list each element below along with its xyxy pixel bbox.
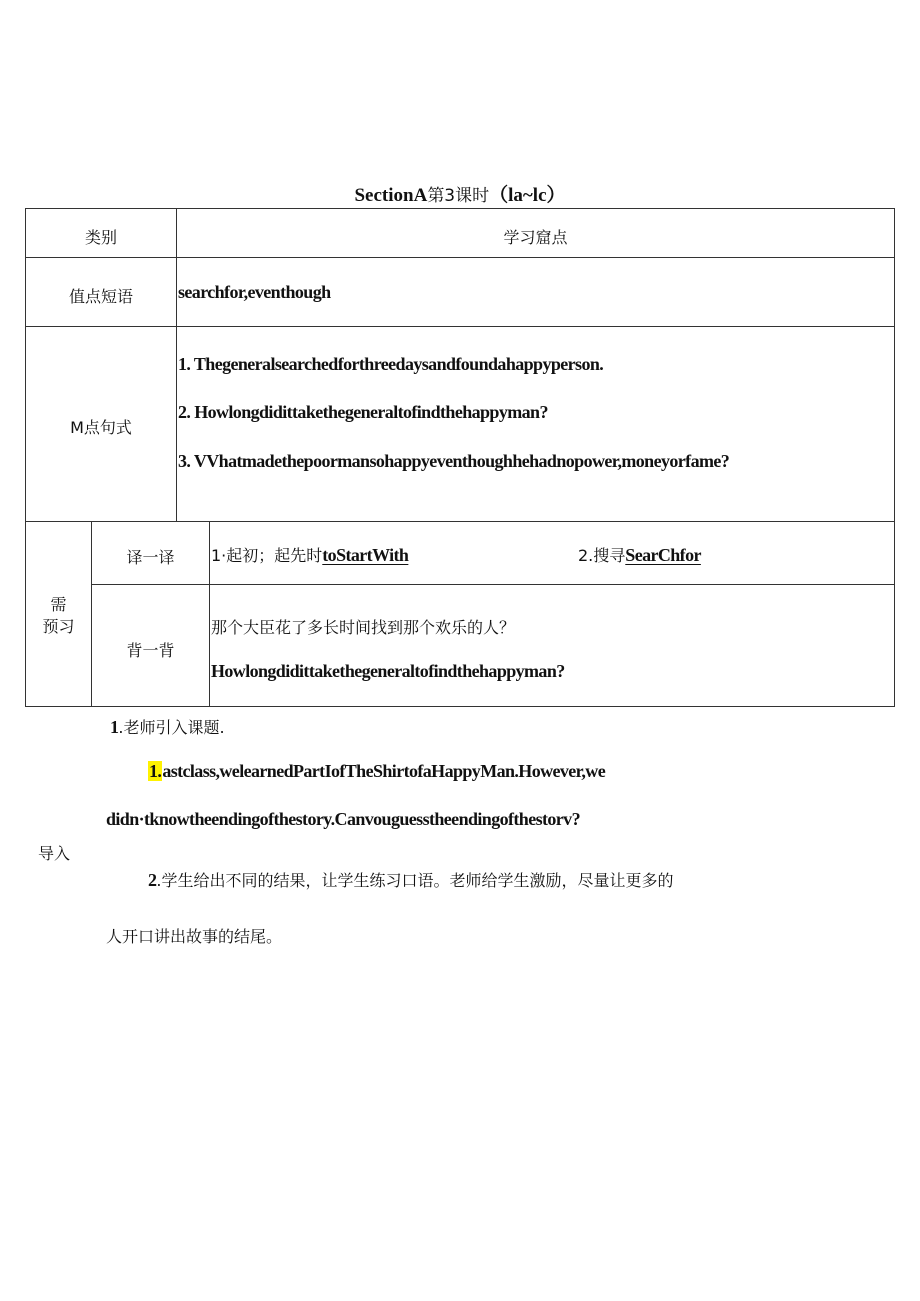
table-row-divider [25, 521, 895, 522]
table-col-divider [209, 521, 210, 706]
table-border-top [25, 208, 895, 209]
translate-item-2 [578, 543, 701, 566]
header-category: 类别 [84, 228, 117, 247]
translate-item-2-answer: SearChfor [625, 545, 701, 565]
page-title [0, 180, 920, 207]
intro-para-line-1-rest: astclass,welearnedPartIofTheShirtofaHappyMan.However,we [162, 761, 606, 781]
table-row-divider [25, 257, 895, 258]
title-cn: 第3课时 [427, 186, 490, 206]
preview-label [26, 594, 91, 638]
table-border-right [894, 208, 895, 707]
table-border-bottom [25, 706, 895, 707]
title-paren: （la~lc） [489, 185, 566, 206]
intro-label: 导入 [38, 844, 71, 863]
intro-step-1-num: 1 [110, 717, 119, 737]
preview-label-line2: 预习 [42, 617, 75, 636]
recite-label: 背一背 [126, 641, 175, 660]
highlighted-number: 1. [149, 761, 162, 781]
translate-label: 译一译 [126, 548, 175, 567]
table-row-divider [91, 584, 895, 585]
intro-step-2 [148, 868, 674, 891]
recite-en: Howlongdidittakethegeneraltofindthehappyman? [211, 661, 565, 681]
translate-item-2-prefix: 2.搜寻 [578, 546, 626, 565]
intro-para-line-2: didn·tknowtheendingofthestory.Canvouguesstheendingofthestorv? [106, 809, 580, 829]
translate-item-1 [211, 543, 408, 566]
sentence-item: 2. Howlongdidittakethegeneraltofindthehappyman? [178, 402, 548, 422]
translate-item-1-prefix: 1·起初；起先时 [211, 546, 323, 565]
sentence-item: 3. VVhatmadethepoormansohappyeventhoughhehadnopower,moneyorfame? [178, 451, 730, 471]
sentences-label: M点句式 [70, 418, 132, 437]
intro-step-2-cont: 人开口讲出故事的结尾。 [106, 927, 283, 946]
intro-step-1 [110, 715, 225, 738]
intro-step-2-num: 2 [148, 870, 157, 890]
phrases-content: searchfor,eventhough [178, 282, 331, 302]
intro-step-2-text: .学生给出不同的结果，让学生练习口语。老师给学生激励，尽量让更多的 [156, 871, 674, 890]
intro-para-line-1 [148, 761, 605, 782]
phrases-label: 值点短语 [68, 287, 133, 306]
intro-step-1-text: .老师引入课题. [118, 718, 225, 737]
recite-cn: 那个大臣花了多长时间找到那个欢乐的人？ [211, 618, 516, 637]
translate-item-1-answer: toStartWith [322, 545, 409, 565]
header-points: 学习窟点 [503, 228, 568, 247]
preview-label-line1: 需 [50, 595, 67, 614]
sentence-item: 1. Thegeneralsearchedforthreedaysandfoundahappyperson. [178, 354, 604, 374]
table-col-divider [176, 208, 177, 521]
table-row-divider [25, 326, 895, 327]
title-en: SectionA [354, 185, 428, 206]
